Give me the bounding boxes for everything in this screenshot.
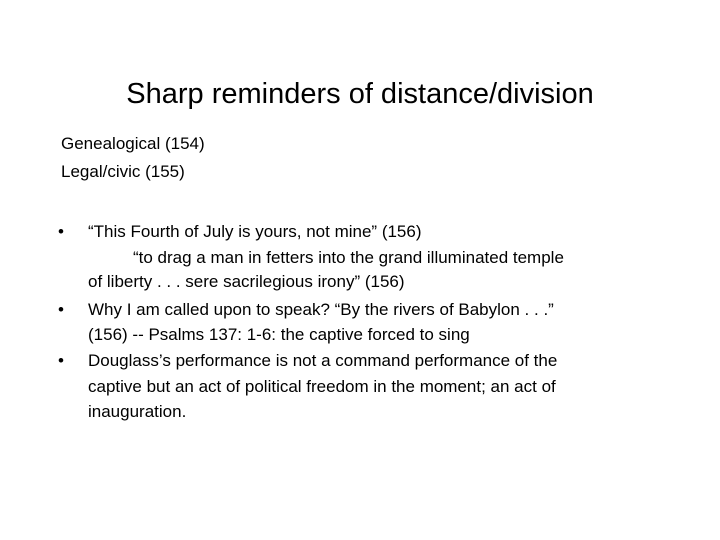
bullet-3-line-2: captive but an act of political freedom in the moment; an act of	[88, 377, 556, 396]
intro-line-genealogical: Genealogical (154)	[61, 134, 205, 153]
bullet-1-line-1: “This Fourth of July is yours, not mine” (156)	[88, 222, 422, 241]
bullet-marker: •	[58, 351, 64, 370]
bullet-marker: •	[58, 300, 64, 319]
bullet-2-line-1: Why I am called upon to speak? “By the rivers of Babylon . . .”	[88, 300, 554, 319]
bullet-1-line-2: “to drag a man in fetters into the grand illuminated temple	[133, 248, 564, 267]
bullet-3-line-3: inauguration.	[88, 402, 187, 421]
slide-title: Sharp reminders of distance/division	[126, 78, 594, 110]
bullet-marker: •	[58, 222, 64, 241]
bullet-3-line-1: Douglass’s performance is not a command performance of the	[88, 351, 558, 370]
bullet-1-line-3: of liberty . . . sere sacrilegious irony” (156)	[88, 272, 405, 291]
bullet-2-line-2: (156) -- Psalms 137: 1-6: the captive forced to sing	[88, 325, 470, 344]
intro-line-legal-civic: Legal/civic (155)	[61, 162, 185, 181]
